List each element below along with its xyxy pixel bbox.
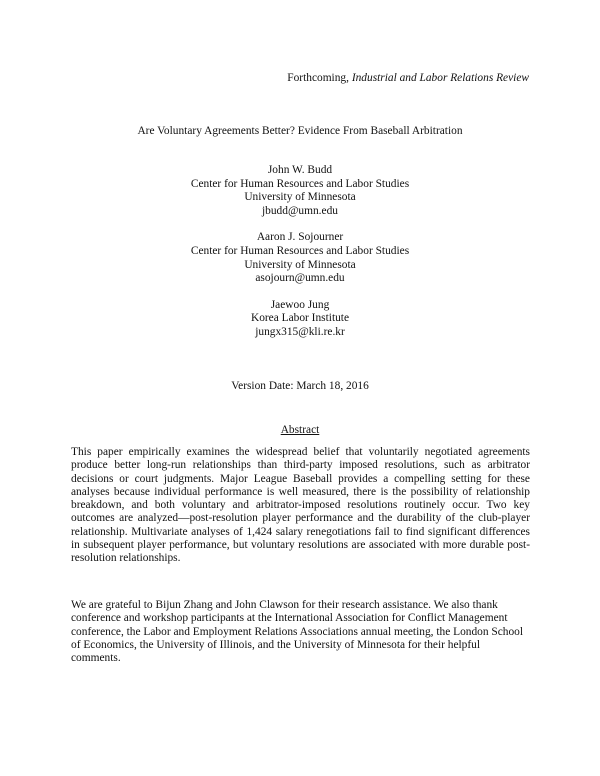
author-email: asojourn@umn.edu — [255, 272, 345, 285]
author-list — [0, 164, 600, 353]
running-head — [287, 71, 529, 85]
paper-title: Are Voluntary Agreements Better? Evidence From Baseball Arbitration — [137, 125, 463, 137]
abstract-heading: Abstract — [280, 424, 320, 436]
author-name: John W. Budd — [267, 164, 333, 176]
forthcoming-label: Forthcoming, — [287, 72, 352, 84]
author-email: jbudd@umn.edu — [262, 204, 338, 217]
journal-name: Industrial and Labor Relations Review — [351, 72, 529, 84]
author-institution: University of Minnesota — [244, 191, 356, 204]
version-date: Version Date: March 18, 2016 — [231, 380, 369, 392]
author-name: Jaewoo Jung — [270, 298, 330, 311]
abstract-body: This paper empirically examines the widespread belief that voluntarily negotiated agreements produce better long-run relationships than third-party imposed resolutions, such as arbitrator decisions or court judgments. Major League Baseball provides a compelling setting for these analyses because individual performance is well measured, there is the possibility of relationship breakdown, and both voluntary and arbitrator-imposed resolutions routinely occur. Two key outcomes are analyzed—post-resolution player performance and the durability of the club-player relationship. Multivariate analyses of 1,424 salary renegotiations fail to find significant differences in subsequent player performance, but voluntary resolutions are associated with more durable post-resolution relationships. — [71, 446, 530, 565]
author-name: Aaron J. Sojourner — [256, 231, 344, 244]
author-block — [0, 231, 600, 285]
author-email: jungx315@kli.re.kr — [255, 325, 345, 338]
author-block — [0, 299, 600, 340]
acknowledgments: We are grateful to Bijun Zhang and John Clawson for their research assistance. We also thank conference and workshop participants at the International Association for Conflict Management conference, the Labor and Employment Relations Associations annual meeting, the London School of Economics, the University of Illinois, and the University of Minnesota for their helpful comments. — [71, 599, 524, 665]
author-affiliation: Korea Labor Institute — [250, 312, 350, 325]
author-affiliation: Center for Human Resources and Labor Studies — [190, 177, 410, 190]
author-affiliation: Center for Human Resources and Labor Studies — [190, 244, 410, 257]
author-block — [0, 164, 600, 218]
author-institution: University of Minnesota — [244, 258, 356, 271]
